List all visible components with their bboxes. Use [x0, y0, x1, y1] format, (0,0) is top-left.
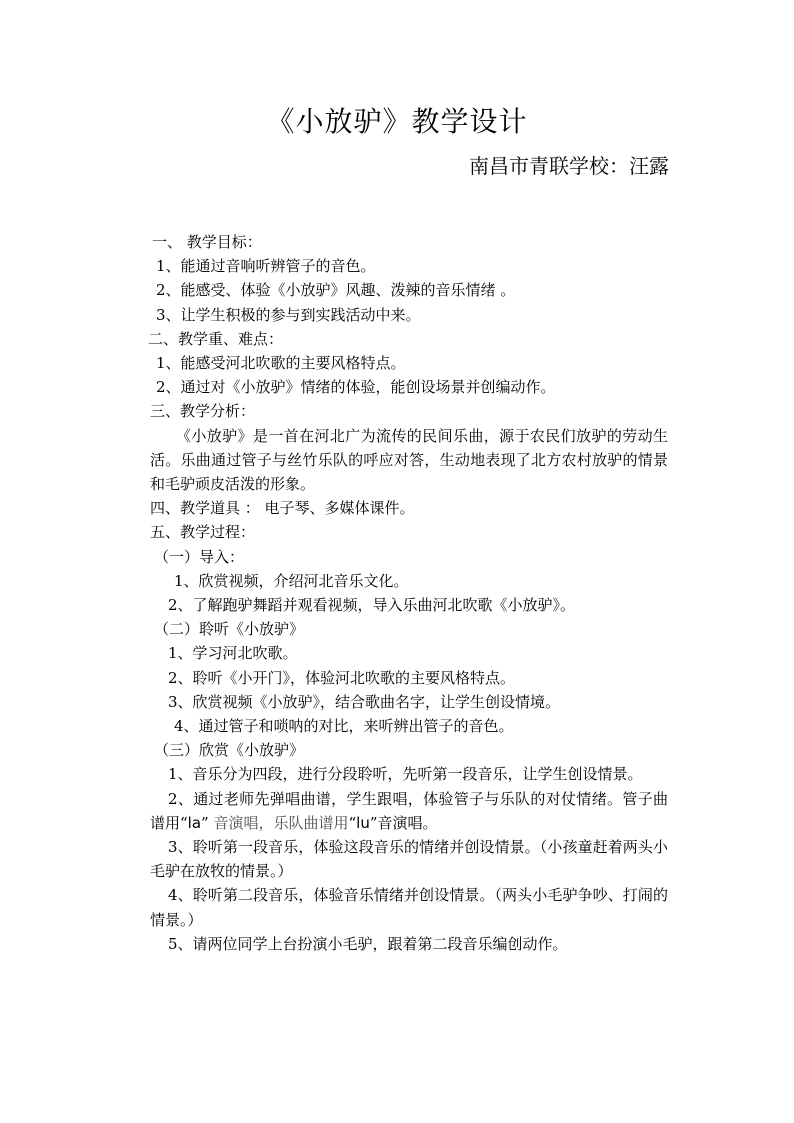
document-title: 《小放驴》教学设计	[266, 105, 528, 138]
item2-text-b: ”	[201, 813, 209, 832]
process-part1-item-1: 1、欣赏视频，介绍河北音乐文化。	[174, 571, 409, 590]
item2-text-a: 2、通过老师先弹唱曲谱，学生跟唱，体验管子与乐队的对仗情绪。管子曲谱用“	[150, 789, 668, 832]
process-part3-item-3: 3、聆听第一段音乐，体验这段音乐的情绪并创设情景。（小孩童赶着两头小毛驴在放牧的情景。）	[150, 838, 668, 881]
process-part2-item-1: 1、学习河北吹歌。	[168, 644, 298, 663]
process-part1-item-2: 2、了解跑驴舞蹈并观看视频，导入乐曲河北吹歌《小放驴》。	[168, 596, 576, 615]
key-point-item-1: 1、能感受河北吹歌的主要风格特点。	[156, 354, 406, 373]
process-part2-item-4: 4、通过管子和唢呐的对比，来听辨出管子的音色。	[174, 717, 514, 736]
process-part2-item-3: 3、欣赏视频《小放驴》，结合歌曲名字，让学生创设情境。	[168, 692, 561, 711]
process-part3-item-4: 4、聆听第二段音乐，体验音乐情绪并创设情景。（两头小毛驴争吵、打闹的情景。）	[150, 886, 668, 929]
process-part3-heading: （三）欣赏《小放驴》	[154, 741, 305, 760]
item2-text-d: “	[348, 813, 357, 832]
item2-text-e: ”音演唱。	[369, 813, 438, 832]
section-heading-process: 五、教学过程：	[150, 523, 256, 542]
document-author: 南昌市青联学校：汪露	[469, 154, 669, 178]
process-part2-heading: （二）聆听《小放驴》	[154, 620, 305, 639]
process-part3-item-5: 5、请两位同学上台扮演小毛驴，跟着第二段音乐编创动作。	[168, 934, 568, 953]
process-part1-heading: （一）导入：	[154, 547, 245, 566]
goal-item-1: 1、能通过音响听辨管子的音色。	[156, 257, 376, 276]
analysis-paragraph: 《小放驴》是一首在河北广为流传的民间乐曲，源于农民们放驴的劳动生活。乐曲通过管子与丝竹乐队的呼应对答，生动地表现了北方农村放驴的情景和毛驴顽皮活泼的形象。	[150, 426, 668, 494]
section-heading-analysis: 三、教学分析：	[150, 402, 256, 421]
key-point-item-2: 2、通过对《小放驴》情绪的体验，能创设场景并创编动作。	[156, 378, 556, 397]
process-part2-item-2: 2、聆听《小开门》，体验河北吹歌的主要风格特点。	[168, 668, 516, 687]
process-part3-item-2	[148, 787, 668, 835]
process-part3-item-1: 1、音乐分为四段，进行分段聆听，先听第一段音乐，让学生创设情景。	[168, 765, 643, 784]
syllable-la: la	[187, 813, 202, 832]
goal-item-3: 3、让学生积极的参与到实践活动中来。	[156, 305, 421, 324]
section-heading-goals: 一、 教学目标：	[152, 233, 262, 251]
document-body	[148, 230, 668, 956]
section-heading-key-points: 二、教学重、难点：	[148, 329, 284, 348]
section-heading-tools: 四、教学道具 ： 电子琴、多媒体课件。	[150, 499, 415, 518]
goal-item-2: 2、能感受、体验《小放驴》风趣、泼辣的音乐情绪 。	[156, 281, 516, 300]
item2-text-c: 音演唱，乐队曲谱用	[213, 813, 349, 832]
syllable-lu: lu	[356, 813, 370, 832]
